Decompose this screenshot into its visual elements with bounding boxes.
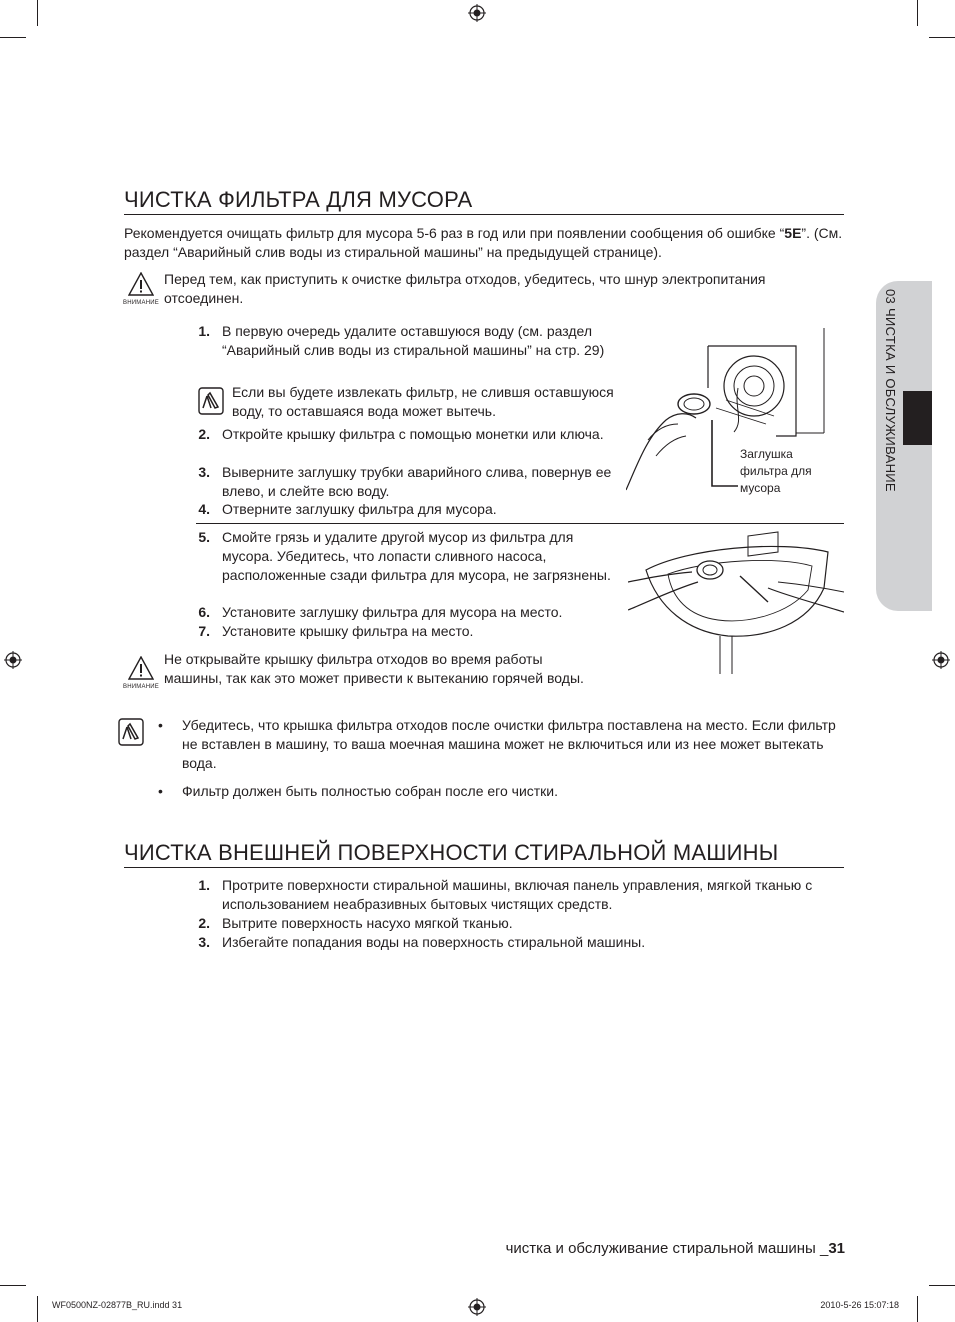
step-number: 2. <box>198 426 210 442</box>
step-text: Установите заглушку фильтра для мусора на место. <box>222 604 563 620</box>
step-number: 3. <box>198 464 210 480</box>
step-text: Протрите поверхности стиральной машины, включая панель управления, мягкой тканью с использованием неабразивных бытовых чистящих средств. <box>222 877 813 912</box>
section-title: ЧИСТКА ВНЕШНЕЙ ПОВЕРХНОСТИ СТИРАЛЬНОЙ МАШИНЫ <box>124 841 844 868</box>
step-text: Смойте грязь и удалите другой мусор из фильтра для мусора. Убедитесь, что лопасти сливного насоса, расположенные сзади фильтра для мусора, не загрязнены. <box>222 529 611 583</box>
crop-mark <box>917 1296 918 1322</box>
warning-text: Не открывайте крышку фильтра отходов во время работы машины, так как это может привести к вытеканию горячей воды. <box>164 651 584 686</box>
step-text: В первую очередь удалите оставшуюся воду (см. раздел “Аварийный слив воды из стиральной машины” на стр. 29) <box>222 323 605 358</box>
step-text: Отверните заглушку фильтра для мусора. <box>222 501 497 517</box>
caution-badge <box>122 272 160 306</box>
section-title: ЧИСТКА ФИЛЬТРА ДЛЯ МУСОРА <box>124 188 844 215</box>
crop-mark <box>929 37 955 38</box>
bullet-dot: • <box>158 783 163 799</box>
step-text: Установите крышку фильтра на место. <box>222 623 474 639</box>
side-tab-label: 03 ЧИСТКА И ОБСЛУЖИВАНИЕ <box>883 289 898 492</box>
figure-filter-washing <box>628 528 844 674</box>
step-text: Вытрите поверхность насухо мягкой тканью. <box>222 915 513 931</box>
warning-triangle-icon <box>128 656 154 680</box>
registration-mark-icon <box>932 651 950 669</box>
caution-label: ВНИМАНИЕ <box>123 300 159 306</box>
note-bullet: Убедитесь, что крышка фильтра отходов после очистки фильтра поставлена на место. Если фильтр не вставлен в машину, то ваша моечная машина может не включиться или из нее может вытекать вода. <box>182 717 836 771</box>
slug-file: WF0500NZ-02877B_RU.indd 31 <box>52 1300 183 1310</box>
step-number: 2. <box>198 915 210 931</box>
step-text: Выверните заглушку трубки аварийного слива, повернув ее влево, и слейте всю воду. <box>222 464 612 499</box>
crop-mark <box>0 37 26 38</box>
crop-mark <box>37 1296 38 1322</box>
step-text: Избегайте попадания воды на поверхность стиральной машины. <box>222 934 646 950</box>
step-text: Откройте крышку фильтра с помощью монетки или ключа. <box>222 426 604 442</box>
warning-text: Перед тем, как приступить к очистке фильтра отходов, убедитесь, что шнур электропитания отсоединен. <box>164 271 766 306</box>
note-pencil-icon <box>198 387 224 415</box>
crop-mark <box>0 1285 26 1286</box>
step-number: 6. <box>198 604 210 620</box>
divider <box>196 523 844 524</box>
warning-triangle-icon <box>128 272 154 296</box>
step-number: 3. <box>198 934 210 950</box>
crop-mark <box>929 1285 955 1286</box>
crop-mark <box>917 0 918 26</box>
note-bullet: Фильтр должен быть полностью собран после его чистки. <box>182 783 559 799</box>
slug-date: 2010-5-26 15:07:18 <box>820 1300 899 1310</box>
intro-paragraph: Рекомендуется очищать фильтр для мусора 5-6 раз в год или при появлении сообщения об ошибке “5E”. (См. раздел “Аварийный слив воды из стиральной машины” на предыдущей странице). <box>124 225 843 260</box>
caution-label: ВНИМАНИЕ <box>123 684 159 690</box>
figure-callout: Заглушка фильтра для мусора <box>740 447 812 495</box>
step-number: 4. <box>198 501 210 517</box>
bullet-dot: • <box>158 717 163 733</box>
note-text: Если вы будете извлекать фильтр, не слившя оставшуюся воду, то оставшаяся вода может вытечь. <box>232 384 614 419</box>
step-number: 1. <box>198 323 210 339</box>
note-pencil-icon <box>118 718 144 746</box>
step-number: 1. <box>198 877 210 893</box>
page-number: 31 <box>828 1240 845 1257</box>
step-number: 5. <box>198 529 210 545</box>
registration-mark-icon <box>4 651 22 669</box>
caution-badge <box>122 656 160 690</box>
registration-mark-icon <box>468 4 486 22</box>
step-number: 7. <box>198 623 210 639</box>
side-tab-marker <box>903 391 932 445</box>
registration-mark-icon <box>468 1298 486 1316</box>
crop-mark <box>37 0 38 26</box>
page-footer: чистка и обслуживание стиральной машины _31 <box>505 1240 845 1257</box>
error-code: 5E <box>784 225 802 241</box>
